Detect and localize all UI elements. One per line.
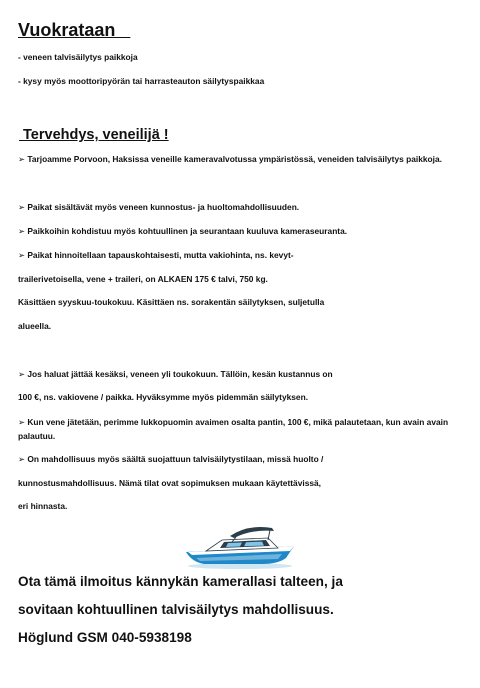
info-line: alueella. xyxy=(18,321,52,331)
notice-title: Vuokrataan xyxy=(18,20,131,40)
info-line: kunnostusmahdollisuus. Nämä tilat ovat sopimuksen mukaan käytettävissä, xyxy=(18,478,321,488)
info-line: ➢ Paikkoihin kohdistuu myös kohtuullinen ja seurantaan kuuluva kameraseuranta. xyxy=(18,226,348,236)
info-line: 100 €, ns. vakiovene / paikka. Hyväksymme myös pidemmän säilytyksen. xyxy=(18,392,309,402)
info-line: ➢ Jos haluat jättää kesäksi, veneen yli toukokuun. Tällöin, kesän kustannus on xyxy=(18,369,333,379)
info-line: trailerivetoisella, vene + traileri, on ALKAEN 175 € talvi, 750 kg. xyxy=(18,274,268,284)
greeting-heading: Tervehdys, veneilijä ! xyxy=(19,127,169,143)
info-line: ➢ Paikat hinnoitellaan tapauskohtaisesti, mutta vakiohinta, ns. kevyt- xyxy=(18,250,294,260)
offer-line: - veneen talvisäilytys paikkoja xyxy=(18,52,138,62)
contact-line: Höglund GSM 040-5938198 xyxy=(18,630,192,645)
info-line: eri hinnasta. xyxy=(18,501,68,511)
offer-line: - kysy myös moottoripyörän tai harrasteauton säilytyspaikkaa xyxy=(18,76,265,86)
info-line: ➢ Kun vene jätetään, perimme lukkopuomin avaimen osalta pantin, 100 €, mikä palautetaan, kun avain avain palautuu. xyxy=(18,417,449,441)
info-line: ➢ On mahdollisuus myös säältä suojattuun talvisäilytystilaan, missä huolto / xyxy=(18,454,324,464)
info-line: ➢ Paikat sisältävät myös veneen kunnostus- ja huoltomahdollisuuden. xyxy=(18,202,300,212)
motorboat-icon xyxy=(182,522,300,570)
info-line: ➢ Tarjoamme Porvoon, Haksissa veneille kameravalvotussa ympäristössä, veneiden talvisäilytys paikkoja. xyxy=(18,154,442,164)
cta-line: sovitaan kohtuullinen talvisäilytys mahdollisuus. xyxy=(18,602,334,617)
cta-line: Ota tämä ilmoitus kännykän kamerallasi talteen, ja xyxy=(18,574,343,589)
info-line: Käsittäen syyskuu-toukokuu. Käsittäen ns. sorakentän säilytyksen, suljetulla xyxy=(18,297,325,307)
